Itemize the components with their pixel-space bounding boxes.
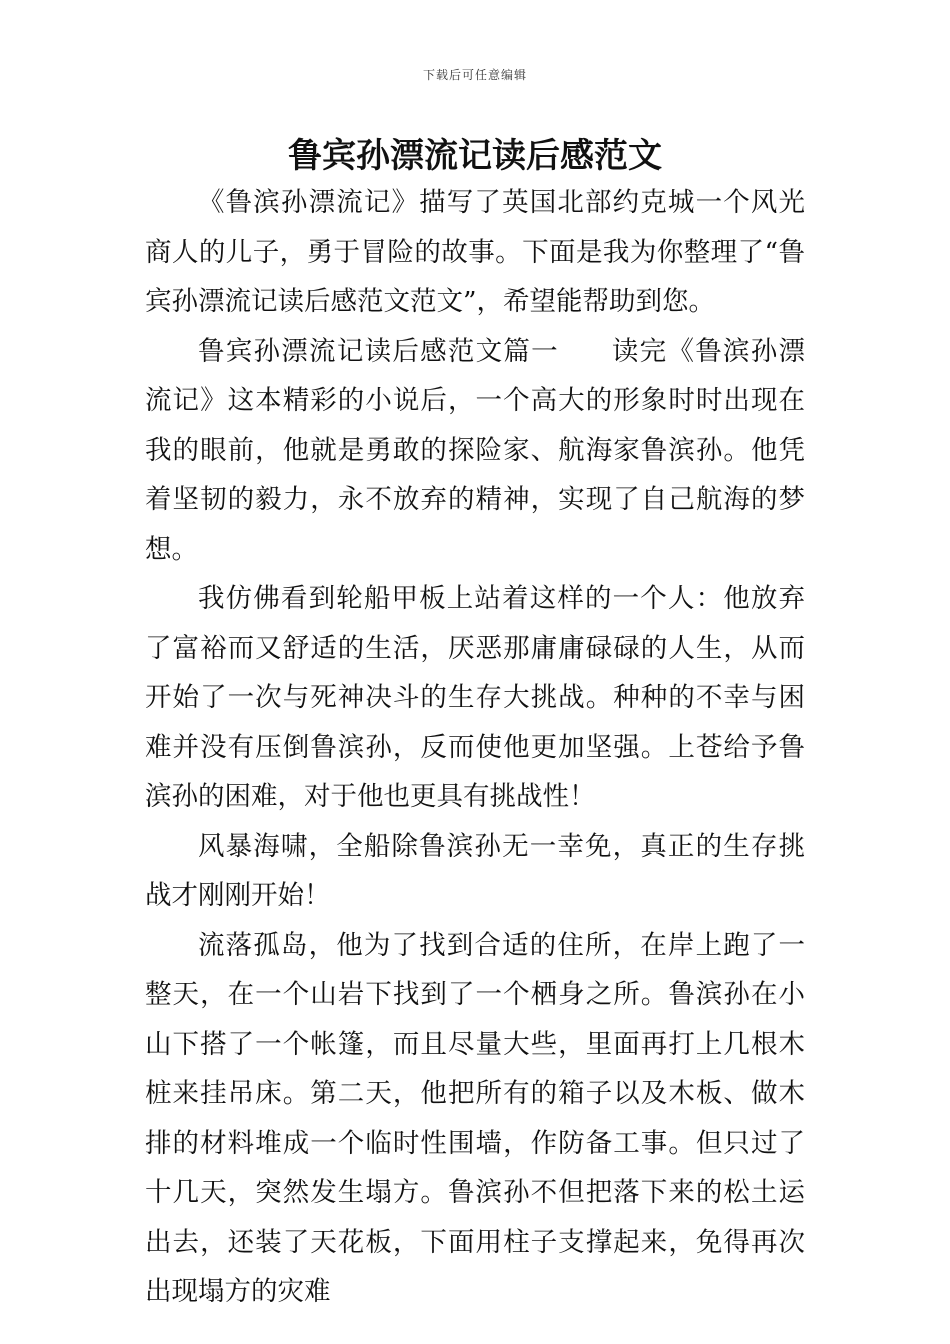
paragraph-body: 流落孤岛，他为了找到合适的住所，在岸上跑了一整天，在一个山岩下找到了一个栖身之所。鲁滨孙在小山下搭了一个帐篷，而且尽量大些，里面再打上几根木桩来挂吊床。第二天，他把所有的箱子以及木板、做木排的材料堆成一个临时性围墙，作防备工事。但只过了十几天，突然发生塌方。鲁滨孙不但把落下来的松土运出去，还装了天花板，下面用柱子支撑起来，免得再次出现塌方的灾难 [145, 929, 805, 1307]
paragraph-section-one [145, 327, 805, 575]
document-body [145, 178, 805, 1317]
section-first-text: 读完《鲁滨孙漂流记》这本精彩的小说后，一个高大的形象时时出现在我的眼前，他就是勇敢的探险家、航海家鲁滨孙。他凭着坚韧的毅力，永不放弃的精神，实现了自己航海的梦想。 [145, 335, 806, 565]
paragraph-intro: 《鲁滨孙漂流记》描写了英国北部约克城一个风光商人的儿子，勇于冒险的故事。下面是我为你整理了“鲁宾孙漂流记读后感范文范文”，希望能帮助到您。 [145, 187, 805, 317]
paragraph-body: 风暴海啸，全船除鲁滨孙无一幸免，真正的生存挑战才刚刚开始！ [145, 830, 805, 911]
document-title: 鲁宾孙漂流记读后感范文 [288, 136, 662, 176]
section-heading: 鲁宾孙漂流记读后感范文篇一 [198, 335, 559, 367]
header-note: 下载后可任意编辑 [422, 68, 527, 82]
paragraph-body: 我仿佛看到轮船甲板上站着这样的一个人：他放弃了富裕而又舒适的生活，厌恶那庸庸碌碌的人生，从而开始了一次与死神决斗的生存大挑战。种种的不幸与困难并没有压倒鲁滨孙，反而使他更加坚强。上苍给予鲁滨孙的困难，对于他也更具有挑战性！ [145, 583, 805, 812]
